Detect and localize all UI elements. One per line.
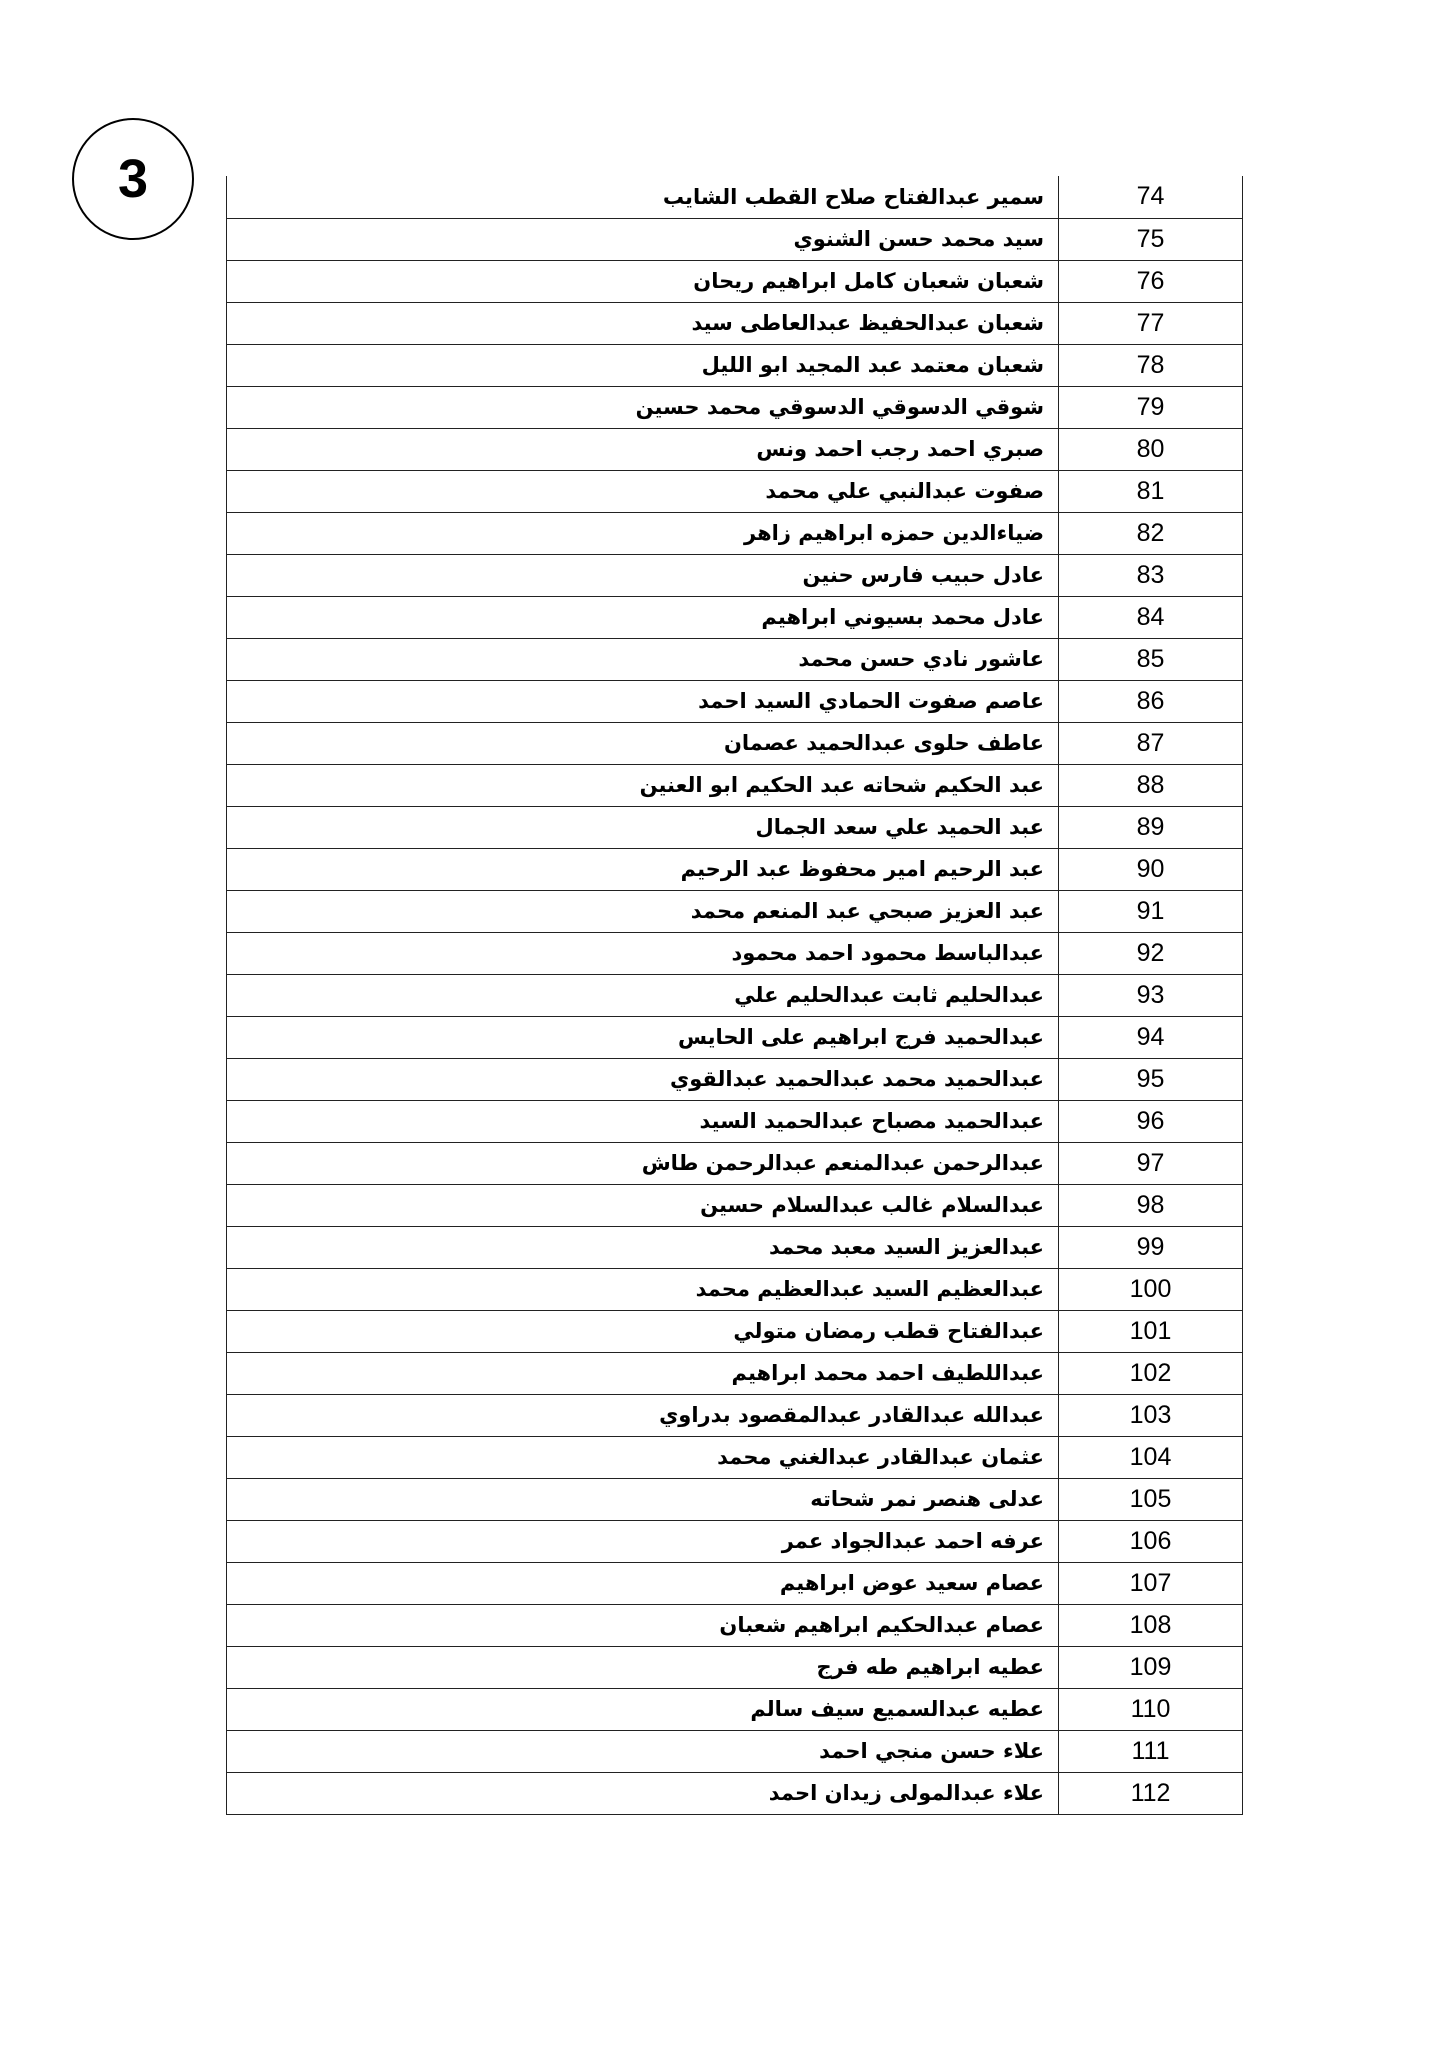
name-cell: شعبان شعبان كامل ابراهيم ريحان [227,260,1059,302]
serial-number-cell: 75 [1059,218,1243,260]
name-cell: عاطف حلوى عبدالحميد عصمان [227,722,1059,764]
table-row [227,1562,1243,1604]
name-cell: عبدالفتاح قطب رمضان متولي [227,1310,1059,1352]
table-row [227,512,1243,554]
name-cell: عثمان عبدالقادر عبدالغني محمد [227,1436,1059,1478]
name-cell: عادل محمد بسيوني ابراهيم [227,596,1059,638]
names-table [226,176,1243,1815]
table-row [227,1100,1243,1142]
serial-number-cell: 103 [1059,1394,1243,1436]
serial-number-cell: 95 [1059,1058,1243,1100]
name-cell: شعبان عبدالحفيظ عبدالعاطى سيد [227,302,1059,344]
name-cell: عبدالعظيم السيد عبدالعظيم محمد [227,1268,1059,1310]
table-row [227,1730,1243,1772]
name-cell: عبد الحميد علي سعد الجمال [227,806,1059,848]
serial-number-cell: 91 [1059,890,1243,932]
name-cell: عصام عبدالحكيم ابراهيم شعبان [227,1604,1059,1646]
table-row [227,1394,1243,1436]
name-cell: عبدالله عبدالقادر عبدالمقصود بدراوي [227,1394,1059,1436]
table-row [227,1184,1243,1226]
name-cell: عبدالحميد مصباح عبدالحميد السيد [227,1100,1059,1142]
serial-number-cell: 84 [1059,596,1243,638]
serial-number-cell: 99 [1059,1226,1243,1268]
serial-number-cell: 93 [1059,974,1243,1016]
table-row [227,344,1243,386]
name-cell: ضياءالدين حمزه ابراهيم زاهر [227,512,1059,554]
names-table-body [227,176,1243,1814]
table-row [227,932,1243,974]
table-row [227,1478,1243,1520]
table-row [227,1604,1243,1646]
table-row [227,974,1243,1016]
name-cell: عدلى هنصر نمر شحاته [227,1478,1059,1520]
table-row [227,1688,1243,1730]
serial-number-cell: 108 [1059,1604,1243,1646]
table-row [227,890,1243,932]
serial-number-cell: 74 [1059,176,1243,218]
serial-number-cell: 90 [1059,848,1243,890]
serial-number-cell: 110 [1059,1688,1243,1730]
serial-number-cell: 104 [1059,1436,1243,1478]
serial-number-cell: 102 [1059,1352,1243,1394]
serial-number-cell: 76 [1059,260,1243,302]
name-cell: شوقي الدسوقي الدسوقي محمد حسين [227,386,1059,428]
table-row [227,1646,1243,1688]
table-row [227,1520,1243,1562]
table-row [227,1016,1243,1058]
name-cell: عبدالحميد محمد عبدالحميد عبدالقوي [227,1058,1059,1100]
table-row [227,596,1243,638]
name-cell: عاصم صفوت الحمادي السيد احمد [227,680,1059,722]
serial-number-cell: 111 [1059,1730,1243,1772]
table-row [227,386,1243,428]
serial-number-cell: 83 [1059,554,1243,596]
serial-number-cell: 92 [1059,932,1243,974]
table-row [227,1226,1243,1268]
serial-number-cell: 77 [1059,302,1243,344]
page-number: 3 [117,149,149,209]
table-row [227,176,1243,218]
serial-number-cell: 106 [1059,1520,1243,1562]
table-row [227,428,1243,470]
serial-number-cell: 98 [1059,1184,1243,1226]
name-cell: عبداللطيف احمد محمد ابراهيم [227,1352,1059,1394]
name-cell: عبدالعزيز السيد معبد محمد [227,1226,1059,1268]
name-cell: عرفه احمد عبدالجواد عمر [227,1520,1059,1562]
table-row [227,218,1243,260]
table-row [227,764,1243,806]
table-row [227,470,1243,512]
table-row [227,1142,1243,1184]
name-cell: صفوت عبدالنبي علي محمد [227,470,1059,512]
serial-number-cell: 87 [1059,722,1243,764]
serial-number-cell: 97 [1059,1142,1243,1184]
table-row [227,848,1243,890]
serial-number-cell: 112 [1059,1772,1243,1814]
name-cell: عطيه عبدالسميع سيف سالم [227,1688,1059,1730]
table-row [227,722,1243,764]
name-cell: عبد الرحيم امير محفوظ عبد الرحيم [227,848,1059,890]
serial-number-cell: 88 [1059,764,1243,806]
name-cell: عصام سعيد عوض ابراهيم [227,1562,1059,1604]
name-cell: عبدالحميد فرج ابراهيم على الحايس [227,1016,1059,1058]
name-cell: علاء حسن منجي احمد [227,1730,1059,1772]
serial-number-cell: 80 [1059,428,1243,470]
name-cell: عادل حبيب فارس حنين [227,554,1059,596]
name-cell: عبدالحليم ثابت عبدالحليم علي [227,974,1059,1016]
table-row [227,680,1243,722]
serial-number-cell: 85 [1059,638,1243,680]
name-cell: عبدالباسط محمود احمد محمود [227,932,1059,974]
name-cell: شعبان معتمد عبد المجيد ابو الليل [227,344,1059,386]
name-cell: سيد محمد حسن الشنوي [227,218,1059,260]
table-row [227,1310,1243,1352]
name-cell: عاشور نادي حسن محمد [227,638,1059,680]
serial-number-cell: 78 [1059,344,1243,386]
table-row [227,638,1243,680]
serial-number-cell: 101 [1059,1310,1243,1352]
table-row [227,1772,1243,1814]
serial-number-cell: 86 [1059,680,1243,722]
name-cell: علاء عبدالمولى زيدان احمد [227,1772,1059,1814]
table-row [227,554,1243,596]
name-cell: سمير عبدالفتاح صلاح القطب الشايب [227,176,1059,218]
table-row [227,806,1243,848]
name-cell: عطيه ابراهيم طه فرج [227,1646,1059,1688]
serial-number-cell: 96 [1059,1100,1243,1142]
serial-number-cell: 107 [1059,1562,1243,1604]
table-row [227,1352,1243,1394]
table-row [227,1436,1243,1478]
table-row [227,1268,1243,1310]
name-cell: عبد العزيز صبحي عبد المنعم محمد [227,890,1059,932]
name-cell: عبدالرحمن عبدالمنعم عبدالرحمن طاش [227,1142,1059,1184]
table-row [227,302,1243,344]
serial-number-cell: 100 [1059,1268,1243,1310]
serial-number-cell: 109 [1059,1646,1243,1688]
serial-number-cell: 105 [1059,1478,1243,1520]
name-cell: صبري احمد رجب احمد ونس [227,428,1059,470]
table-row [227,260,1243,302]
serial-number-cell: 94 [1059,1016,1243,1058]
name-cell: عبدالسلام غالب عبدالسلام حسين [227,1184,1059,1226]
serial-number-cell: 79 [1059,386,1243,428]
page-number-badge [72,118,194,240]
table-row [227,1058,1243,1100]
serial-number-cell: 82 [1059,512,1243,554]
serial-number-cell: 89 [1059,806,1243,848]
name-cell: عبد الحكيم شحاته عبد الحكيم ابو العنين [227,764,1059,806]
serial-number-cell: 81 [1059,470,1243,512]
